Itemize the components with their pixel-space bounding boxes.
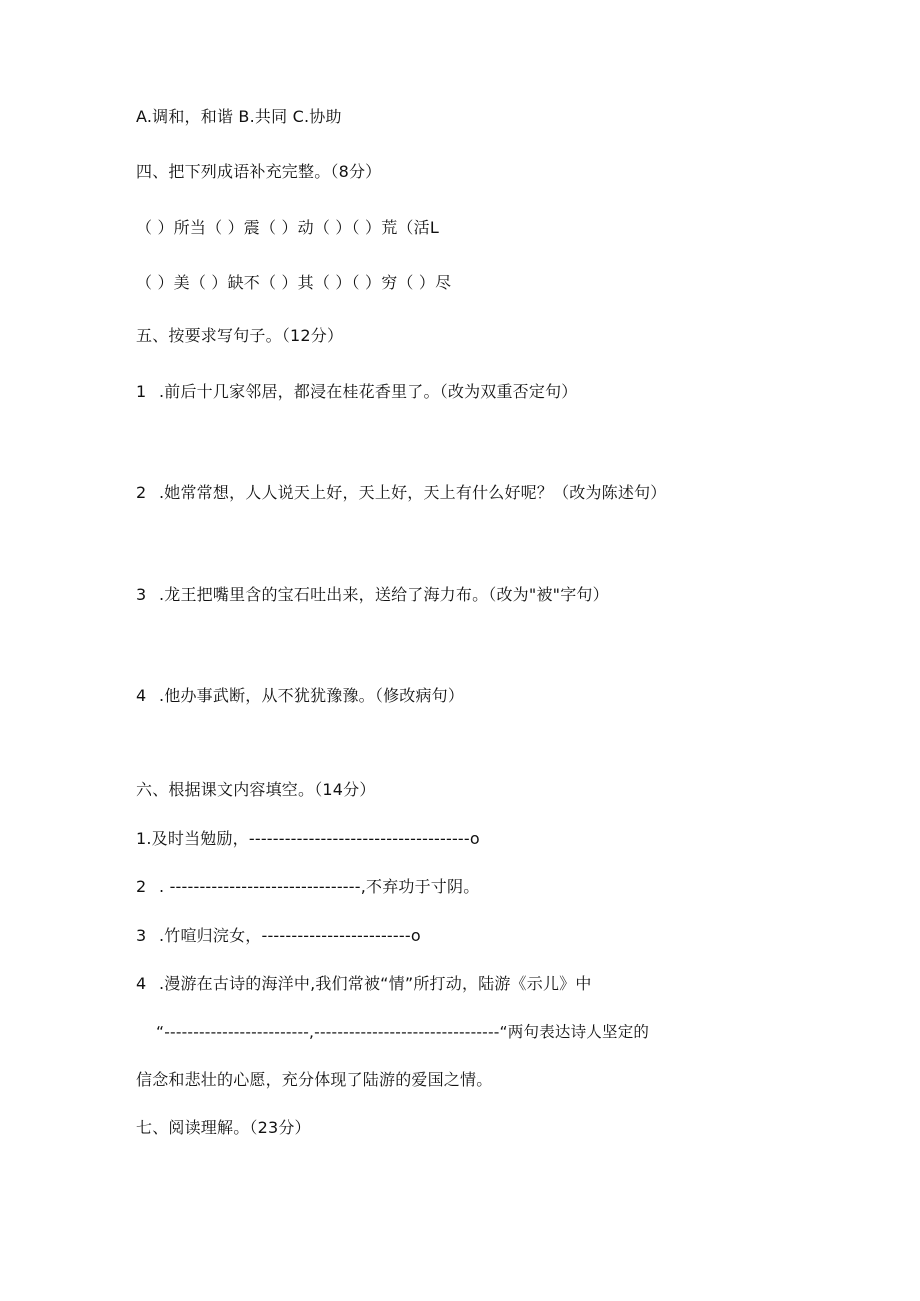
question-text: .漫游在古诗的海洋中,我们常被“情”所打动，陆游《示儿》中 xyxy=(159,974,592,993)
fill-blank-4 xyxy=(136,973,592,995)
section-7-heading: 七、阅读理解。（23分） xyxy=(136,1118,311,1137)
rewrite-question-1 xyxy=(136,381,578,403)
fill-blank-1: 1.及时当勉励，-------------------------------------o xyxy=(136,829,480,848)
rewrite-question-3 xyxy=(136,584,609,606)
section-5-heading: 五、按要求写句子。（12分） xyxy=(136,326,344,345)
question-number: 4 xyxy=(136,686,147,705)
question-number: 3 xyxy=(136,926,147,945)
question-text: .前后十几家邻居，都浸在桂花香里了。（改为双重否定句） xyxy=(159,382,578,401)
question-number: 1 xyxy=(136,382,147,401)
question-text: .她常常想，人人说天上好，天上好，天上有什么好呢？（改为陈述句） xyxy=(159,483,667,502)
question-number: 4 xyxy=(136,974,147,993)
fill-blank-2 xyxy=(136,876,479,898)
fill-blank-3 xyxy=(136,925,421,947)
question-number: 3 xyxy=(136,585,147,604)
fill-blank-4-continued: “-------------------------,--------------------------------“两句表达诗人坚定的 xyxy=(156,1023,650,1041)
question-number: 2 xyxy=(136,877,147,896)
fill-blank-4-ending: 信念和悲壮的心愿，充分体现了陆游的爱国之情。 xyxy=(136,1070,493,1089)
idiom-fill-line-1: （ ）所当（ ）震（ ）动（ ）（ ）荒（活L xyxy=(136,218,439,237)
question-text: .他办事武断，从不犹犹豫豫。（修改病句） xyxy=(159,686,465,705)
question-text: .竹喧归浣女，-------------------------o xyxy=(159,926,421,945)
question-text: .龙王把嘴里含的宝石吐出来，送给了海力布。（改为"被"字句） xyxy=(159,585,609,604)
rewrite-question-2 xyxy=(136,482,667,504)
rewrite-question-4 xyxy=(136,685,464,707)
section-4-heading: 四、把下列成语补充完整。（8分） xyxy=(136,162,382,181)
question-text: . --------------------------------,不弃功于寸阴。 xyxy=(159,877,480,896)
question-number: 2 xyxy=(136,483,147,502)
idiom-fill-line-2: （ ）美（ ）缺不（ ）其（ ）（ ）穷（ ）尽 xyxy=(136,273,452,292)
section-6-heading: 六、根据课文内容填空。（14分） xyxy=(136,780,376,799)
answer-options-line: A.调和，和谐 B.共同 C.协助 xyxy=(136,107,342,126)
